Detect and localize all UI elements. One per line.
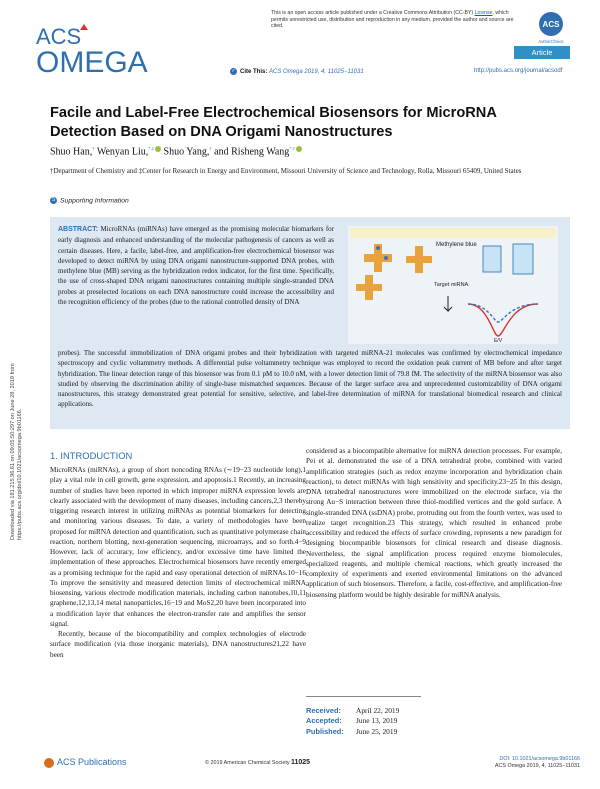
date-label: Published: [306, 726, 344, 736]
cite-reference[interactable]: ACS Omega 2019, 4, 11025−11031 [269, 69, 364, 76]
article-type-badge: Article [514, 46, 570, 59]
paragraph: Recently, because of the biocompatibility and complex technologies of electrode surface modification (via those inorganic materials), DNA nanostructures21,22 have been [50, 630, 306, 659]
paper-title: Facile and Label-Free Electrochemical Biosensors for MicroRNA Detection Based on DNA Origami Nanostructures [50, 105, 497, 140]
toc-mb-label: Methylene blue [436, 242, 477, 248]
author-mark: *,† [289, 146, 296, 151]
oa-notice-text: This is an open access article published under a Creative Commons Attribution (CC-BY) [271, 10, 474, 16]
doi-footer [470, 756, 580, 771]
paragraph: considered as a biocompatible alternative for miRNA detection processes. For example, Pei et al. demonstrated the use of a DNA tetrahedral probe, combined with varied amplification strategies (such as redox enzyme incorporation and hybridization chain reaction), to detect miRNAs with high sensitivity and specificity.23−25 In this design, DNA tetrahedral nanostructures were immobilized on the electrode surface, via the strong Au−S interaction between three thiol-modified vertices and the gold surface. A single-stranded DNA (ssDNA) probe, protruding out from the fourth vertex, was used to realize target recognition.23 This strategy, which resulted in enhanced probe accessibility and reduced the effects of surface crowding, represents a new paradigm for designing biocompatible biosensors for clinical research and disease diagnosis. Nevertheless, the signal amplification process required enzyme biomolecules, specialized reagents, and multiple chemical reactions, which greatly increased the complexity of experiments and exerted environmental limitations on the advanced application of such biosensors. Therefore, a facile, cost-effective, and amplification-free biosensing platform would be highly desirable for miRNA analysis. [306, 447, 562, 599]
author-list [50, 146, 302, 157]
oa-notice-text-2: , which permits unrestricted use, distribution and reproduction in any medium, provided the author and source are cited. [271, 10, 514, 30]
abstract-body-1: MicroRNAs (miRNAs) have emerged as the promising molecular biomarkers for early diagnosis and enhanced understanding of the molecular pathogenesis of cancers as well as certain diseases. Here, a facile, label-free, and amplification-free electrochemical biosensor was developed to detect miRNA by using DNA origami nanostructure-supported DNA probes, with methylene blue (MB) serving as the hybridization redox indicator, for the first time. Specifically, the use of cross-shaped DNA origami nanostructures containing multiple single-stranded DNA probes at preselected locations on each DNA nanostructure could increase the accessibility and the recognition efficiency of the probes (due to the rational controlled density of DNA [58, 225, 334, 307]
page-number: 11025 [291, 759, 311, 766]
date-value: April 22, 2019 [356, 706, 400, 715]
toc-surface [350, 228, 556, 238]
body-column-left [50, 465, 306, 660]
cite-icon: ✓ [231, 68, 236, 74]
doi-link[interactable]: DOI: 10.1021/acsomega.9b01166 [499, 756, 580, 762]
supporting-info-icon: S [51, 197, 56, 203]
date-label: Accepted: [306, 716, 342, 726]
divider [306, 696, 421, 697]
abstract-text-continued: probes). The successful immobilization of DNA origami probes and their hybridization with targeted miRNA-21 molecules was confirmed by electrochemical impedance spectroscopy and cyclic voltammetry methods. A differential pulse voltammetry technique was employed to record the oxidation peak current of MB before and after target hybridization. The linear detection range of this biosensor was from 0.1 pM to 10.0 nM, with a lower detection limit of 79.8 fM. The selectivity of the miRNA biosensor was also studied by observing the discrimination ability of single-base mismatched sequences. Because of the larger surface area and unprecedented customizability of DNA origami nanostructures, this strategy demonstrated great potential for sensitive, selective, and label-free determination of miRNA for translational biomedical research and clinical applications. [58, 349, 562, 409]
author-mark: *,‡ [148, 146, 155, 151]
svg-text:ACS: ACS [542, 20, 560, 29]
author-name: Shuo Han, [50, 146, 93, 158]
acs-logo-icon [44, 758, 54, 768]
journal-logo [36, 22, 186, 78]
orcid-icon[interactable] [155, 146, 161, 152]
publisher-name: ACS Publications [57, 757, 127, 767]
body-column-right [306, 446, 562, 600]
cite-this[interactable] [230, 68, 364, 75]
date-label: Received: [306, 706, 341, 715]
paragraph: MicroRNAs (miRNAs), a group of short noncoding RNAs (∼19−23 nucleotide long),1 play a vital role in cell growth, gene expression, and apoptosis.1 Recently, an increasing number of studies have been reported in which improper miRNA expression levels are clearly associated with the development of many diseases, including cancers,2,3 thereby triggering research interest in utilizing miRNAs as potential biomarkers for detecting and monitoring various diseases. To date, a variety of methodologies have been proposed for miRNA detection and quantification, such as quantitative polymerase chain reaction, northern blotting, next-generation sequencing, microarrays, and so forth.4−9 However, lack of accuracy, low efficiency, and/or excessive time have limited the implementation of these approaches. Electrochemical biosensors have recently emerged as a promising technique for the rapid and easy operational detection of miRNAs.10−16 To improve the sensitivity and measured detection limits of electrochemical miRNA biosensing, various electrode modification materials, including carbon nanotubes,10,11 graphene,12,13,14 metal nanoparticles,16−19 and MoS2,20 have been incorporated into a modification layer that enhances the electron-transfer rate and amplifies the sensor signal. [50, 466, 306, 628]
acs-authorchoice-icon [536, 11, 566, 45]
toc-target-label: Target miRNA [434, 282, 469, 288]
publication-dates [306, 706, 399, 737]
logo-line2: OMEGA [36, 46, 148, 78]
author-mark: † [92, 146, 95, 151]
svg-text:AuthorChoice: AuthorChoice [538, 39, 564, 44]
author-name: Wenyan Liu, [96, 146, 149, 158]
author-mark: † [209, 146, 212, 151]
abstract-text [58, 224, 334, 307]
supporting-information-link[interactable] [50, 197, 129, 204]
license-link[interactable]: License [474, 10, 493, 16]
supporting-info-label: Supporting Information [60, 197, 129, 205]
orcid-icon[interactable] [296, 146, 302, 152]
date-value: June 25, 2019 [356, 726, 398, 736]
footer-citation: ACS Omega 2019, 4, 11025−11031 [494, 763, 580, 770]
author-name: Shuo Yang, [163, 146, 210, 158]
electrode-icon [483, 246, 501, 272]
cite-label: Cite This: [240, 69, 268, 76]
author-name: and Risheng Wang [214, 146, 290, 158]
toc-axis-label: E/V [493, 338, 503, 344]
affiliations: †Department of Chemistry and ‡Center for Research in Energy and Environment, Missouri University of Science and Technology, Rolla, Missouri 65409, United States [50, 167, 522, 175]
open-access-notice [271, 10, 521, 30]
date-value: June 13, 2019 [356, 716, 398, 726]
download-watermark [10, 290, 24, 540]
toc-graphic [348, 226, 558, 344]
copyright: © 2019 American Chemical Society [205, 760, 290, 766]
section-heading: 1. INTRODUCTION [50, 450, 133, 461]
logo-line1: ACS [36, 24, 82, 49]
download-watermark-text: Downloaded via 181.215.96.61 on 09:05:50:297 on June 28, 2019 from https://pubs.acs.org/doi/10.1021/acsomega.9b01166. [10, 363, 23, 540]
journal-url[interactable]: http://pubs.acs.org/journal/acsodf [474, 68, 563, 74]
abstract-label: ABSTRACT: [58, 226, 99, 233]
publisher-logo [44, 757, 127, 768]
